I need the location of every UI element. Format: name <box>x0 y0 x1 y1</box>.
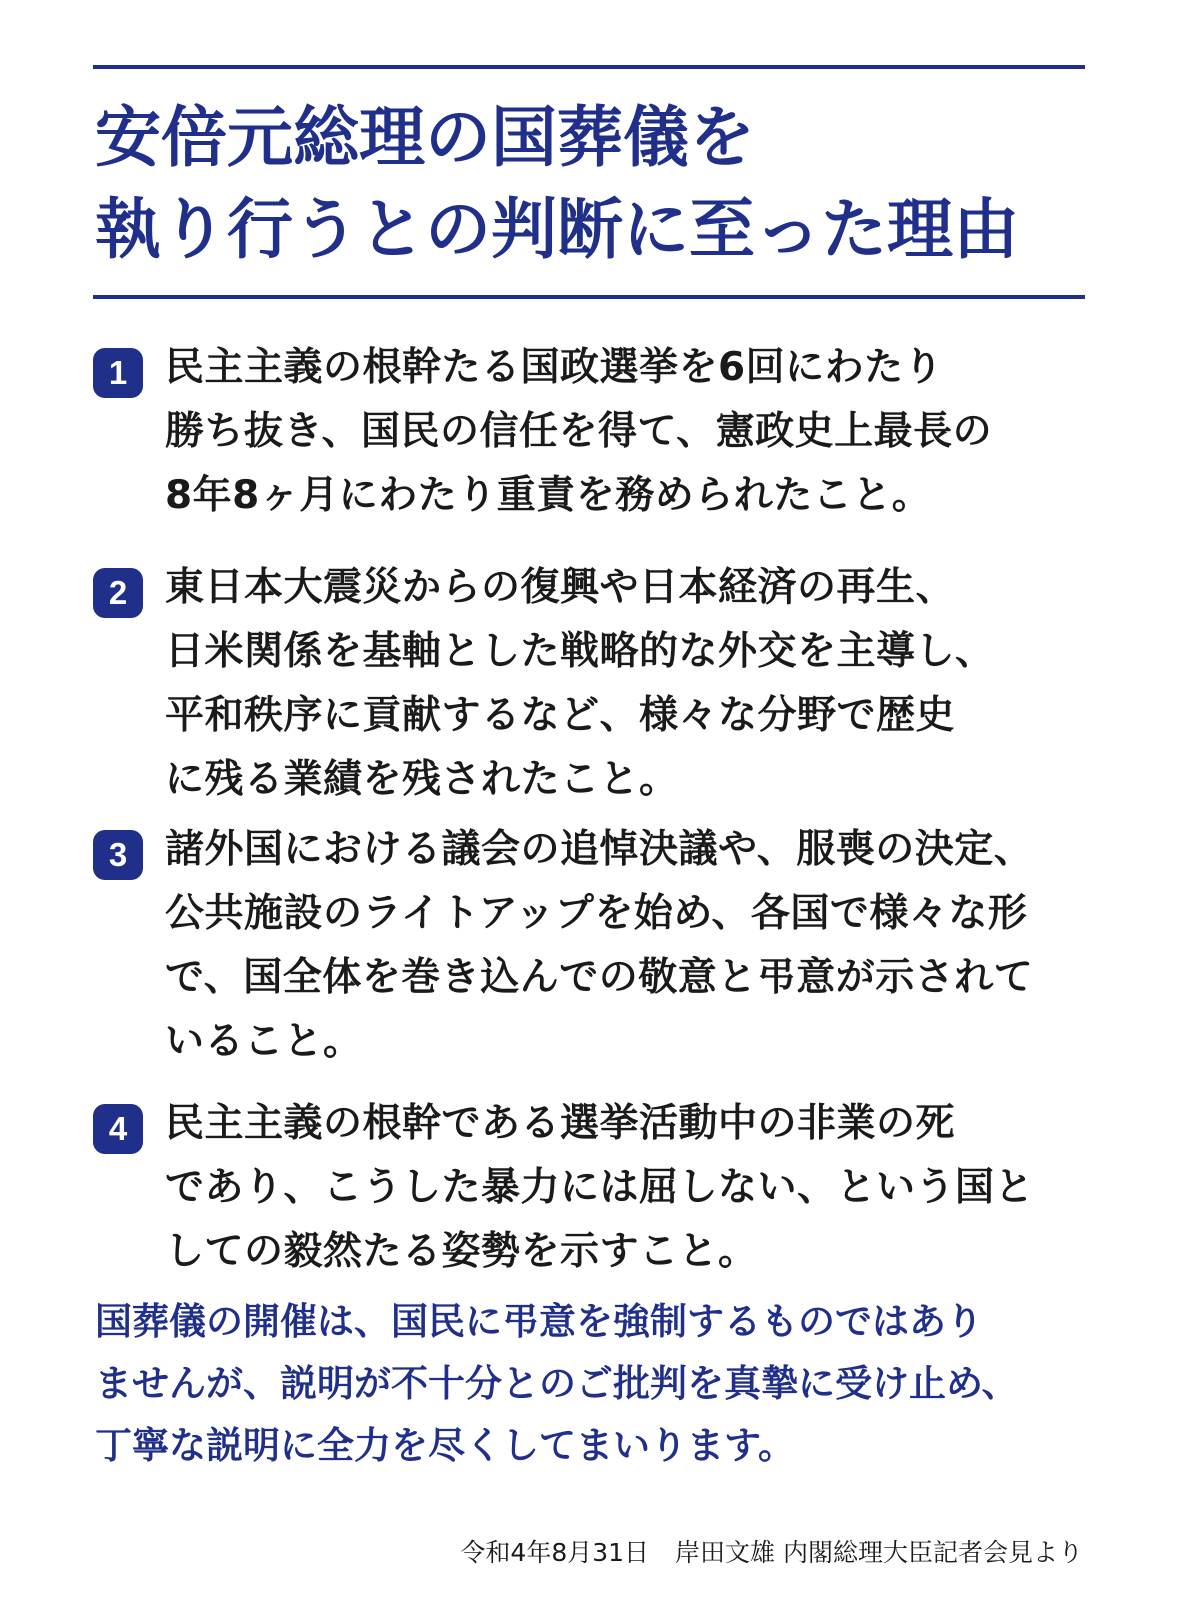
reason-line: 東日本大震災からの復興や日本経済の再生、 <box>165 565 956 610</box>
top-divider <box>93 65 1085 69</box>
reason-line: 民主主義の根幹たる国政選挙を6回にわたり <box>165 345 944 390</box>
closing-line: 丁寧な説明に全力を尽くしてまいります。 <box>95 1423 796 1467</box>
source-citation <box>460 1535 1083 1571</box>
reason-line: であり、こうした暴力には屈しない、という国と <box>165 1165 1035 1210</box>
closing-line: ませんが、説明が不十分とのご批判を真摯に受け止め、 <box>95 1361 1019 1405</box>
reason-line: に残る業績を残されたこと。 <box>165 757 679 802</box>
reason-text <box>165 1092 1090 1284</box>
reason-line: 勝ち抜き、国民の信任を得て、憲政史上最長の <box>165 409 993 454</box>
closing-statement <box>95 1290 1095 1476</box>
reason-text <box>165 336 1090 528</box>
reason-line: 日米関係を基軸とした戦略的な外交を主導し、 <box>165 629 995 674</box>
title-line-2: 執り行うとの判断に至った理由 <box>95 191 1019 268</box>
reason-line: しての毅然たる姿勢を示すこと。 <box>165 1229 758 1274</box>
title-line-1: 安倍元総理の国葬儀を <box>95 99 755 176</box>
closing-line: 国葬儀の開催は、国民に弔意を強制するものではあり <box>95 1299 983 1343</box>
reason-line: 公共施設のライトアップを始め、各国で様々な形 <box>165 891 1028 936</box>
source-attribution: 岸田文雄 内閣総理大臣記者会見より <box>675 1538 1083 1567</box>
reason-line: 民主主義の根幹である選挙活動中の非業の死 <box>165 1101 956 1146</box>
reason-number-badge: 3 <box>93 830 143 880</box>
reason-text <box>165 818 1090 1074</box>
page-title <box>95 92 1090 276</box>
reason-line: 平和秩序に貢献するなど、様々な分野で歴史 <box>165 693 956 738</box>
source-date: 令和4年8月31日 <box>460 1538 650 1567</box>
title-bottom-divider <box>93 295 1085 299</box>
reason-line: で、国全体を巻き込んでの敬意と弔意が示されて <box>165 955 1034 1000</box>
reason-line: いること。 <box>165 1019 363 1064</box>
reason-line: 諸外国における議会の追悼決議や、服喪の決定、 <box>165 827 1034 872</box>
reason-text <box>165 556 1090 812</box>
reason-line: 8年8ヶ月にわたり重責を務められたこと。 <box>165 473 932 518</box>
reason-number-badge: 1 <box>93 348 143 398</box>
reason-number-badge: 2 <box>93 568 143 618</box>
reason-number-badge: 4 <box>93 1104 143 1154</box>
